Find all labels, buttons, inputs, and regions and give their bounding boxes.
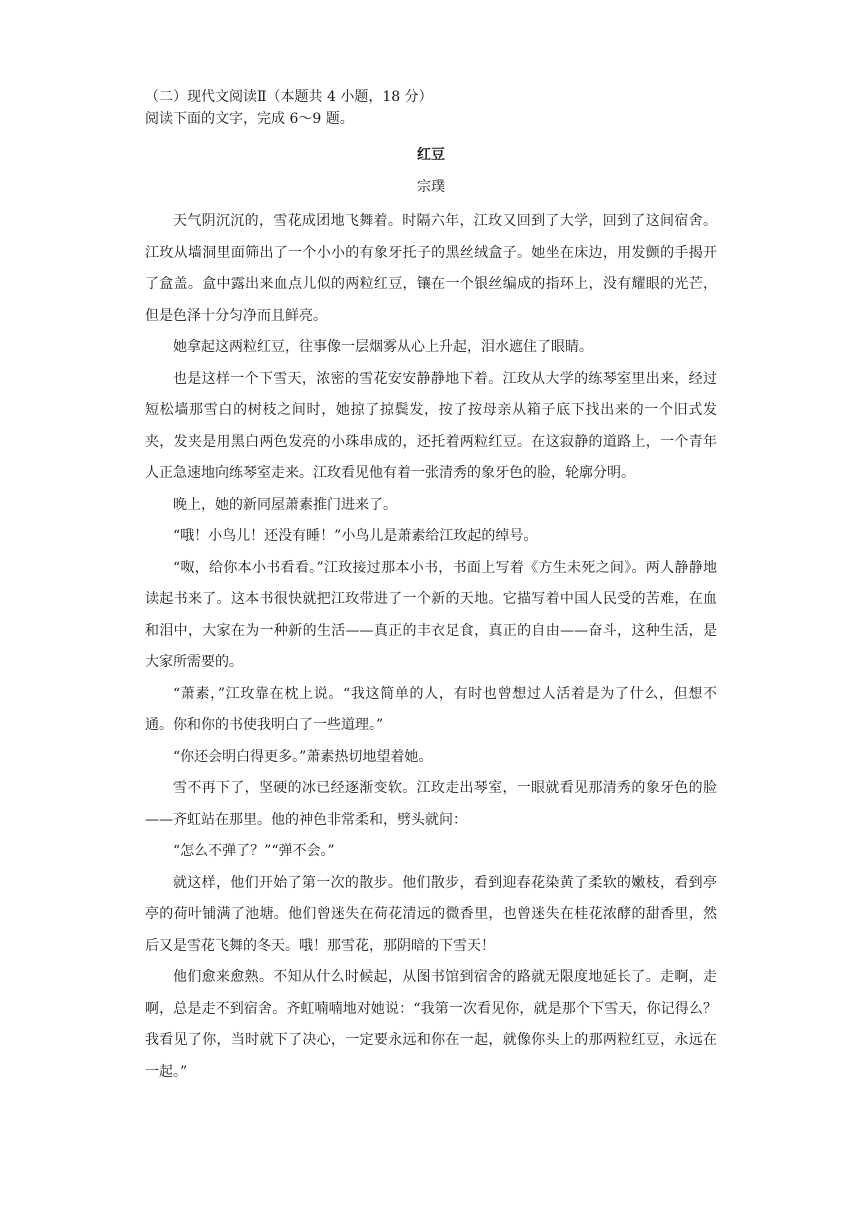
paragraph: 雪不再下了，坚硬的冰已经逐渐变软。江玫走出琴室，一眼就看见那清秀的象牙色的脸——齐虹站在那里。他的神色非常柔和，劈头就问： [145, 780, 717, 828]
paragraph: “哦！小鸟儿！还没有睡！”小鸟儿是萧素给江玫起的绰号。 [173, 528, 538, 544]
article-body [145, 206, 717, 1088]
reading-instruction: 阅读下面的文字，完成 6～9 题。 [145, 111, 354, 127]
paragraph: 晚上，她的新同屋萧素推门进来了。 [173, 496, 397, 513]
paragraph: “呶，给你本小书看看。”江玫接过那本小书，书面上写着《方生未死之间》。两人静静地读起书来了。这本书很快就把江玫带进了一个新的天地。它描写着中国人民受的苦难，在血和泪中，大家在为一种新的生活——真正的丰衣足食，真正的自由——奋斗，这种生活，是大家所需要的。 [145, 559, 717, 670]
paragraph: 他们愈来愈熟。不知从什么时候起，从图书馆到宿舍的路就无限度地延长了。走啊，走啊，总是走不到宿舍。齐虹喃喃地对她说：“我第一次看见你，就是那个下雪天，你记得么？我看见了你，当时就下了决心，一定要永远和你在一起，就像你头上的那两粒红豆，永远在一起。” [145, 969, 717, 1080]
paragraph: 也是这样一个下雪天，浓密的雪花安安静静地下着。江玫从大学的练琴室里出来，经过短松墙那雪白的树枝之间时，她掠了掠鬓发，按了按母亲从箱子底下找出来的一个旧式发夹，发夹是用黑白两色发亮的小珠串成的，还托着两粒红豆。在这寂静的道路上，一个青年人正急速地向练琴室走来。江玫看见他有着一张清秀的象牙色的脸，轮廓分明。 [145, 370, 717, 481]
document-page [145, 86, 717, 1088]
paragraph: 就这样，他们开始了第一次的散步。他们散步，看到迎春花染黄了柔软的嫩枝，看到亭亭的荷叶铺满了池塘。他们曾迷失在荷花清远的微香里，也曾迷失在桂花浓酵的甜香里，然后又是雪花飞舞的冬天。哦！那雪花，那阴暗的下雪天！ [145, 874, 717, 954]
article-title: 红豆 [417, 147, 445, 163]
paragraph: “你还会明白得更多。”萧素热切地望着她。 [173, 748, 433, 765]
paragraph: “怎么不弹了？”“弹不会。” [173, 843, 335, 859]
paragraph: “萧素，”江玫靠在枕上说。“我这简单的人，有时也曾想过人活着是为了什么，但想不通。你和你的书使我明白了一些道理。” [145, 685, 717, 733]
paragraph: 天气阴沉沉的，雪花成团地飞舞着。时隔六年，江玫又回到了大学，回到了这间宿舍。江玫从墙洞里面筛出了一个小小的有象牙托子的黑丝绒盒子。她坐在床边，用发颤的手揭开了盒盖。盒中露出来血点儿似的两粒红豆，镶在一个银丝编成的指环上，没有耀眼的光芒，但是色泽十分匀净而且鲜亮。 [145, 213, 717, 324]
article-author: 宗璞 [417, 179, 445, 195]
paragraph: 她拿起这两粒红豆，往事像一层烟雾从心上升起，泪水遮住了眼睛。 [173, 339, 593, 355]
section-header: （二）现代文阅读Ⅱ（本题共 4 小题，18 分） [145, 89, 433, 105]
